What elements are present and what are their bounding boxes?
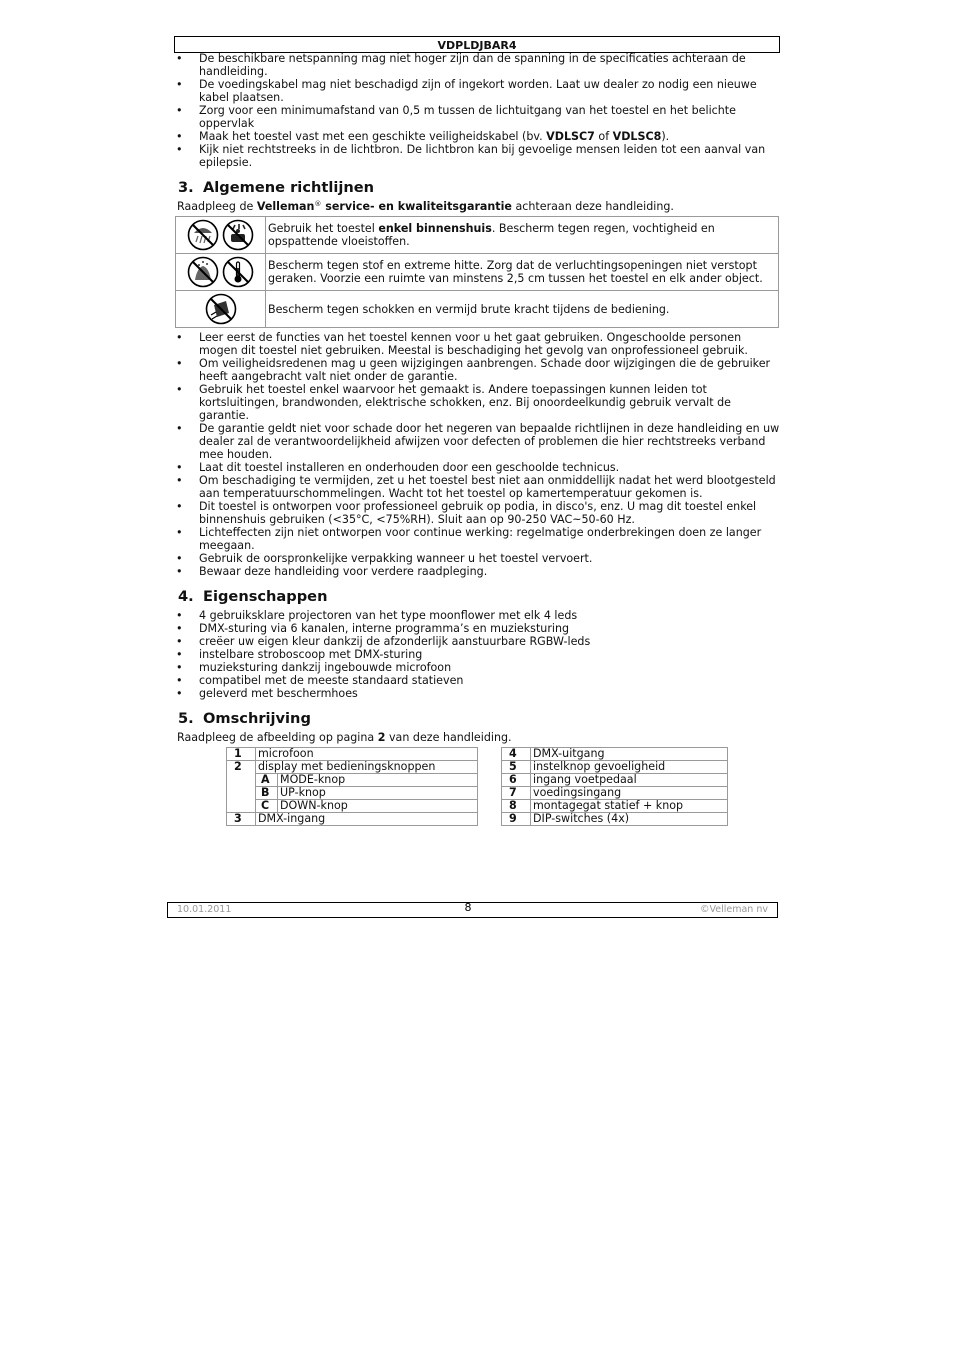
section-heading: 5. Omschrijving — [178, 710, 311, 727]
list-item: • Gebruik het toestel enkel waarvoor het gemaakt is. Andere toepassingen kunnen leiden tot kortsluitingen, brandwonden, elektrische schokken, enz. Bij onoordeelkundig gebruik vervalt de garantie. — [176, 383, 780, 422]
section-intro: Raadpleeg de afbeelding op pagina 2 van deze handleiding. — [177, 731, 512, 744]
list-item: • De garantie geldt niet voor schade door het negeren van bepaalde richtlijnen in deze handleiding en uw dealer zal de verantwoordelijkheid afwijzen voor defecten of problemen die hier rechtstreeks verband mee houden. — [176, 422, 780, 461]
list-item: • Zorg voor een minimumafstand van 0,5 m tussen de lichtuitgang van het toestel en het belichte oppervlak — [176, 104, 780, 130]
table-row: 5 instelknop gevoeligheid — [502, 761, 728, 774]
table-row — [176, 291, 779, 328]
warning-text: Gebruik het toestel enkel binnenshuis. Bescherm tegen regen, vochtigheid en opspattende vloeistoffen. — [266, 217, 779, 254]
table-row: 2 display met bedieningsknoppen — [227, 761, 478, 774]
footer-copyright: ©Velleman nv — [700, 904, 768, 915]
list-item: • De beschikbare netspanning mag niet hoger zijn dan de spanning in de specificaties achteraan de handleiding. — [176, 52, 780, 78]
no-heat-icon — [222, 256, 254, 288]
list-item: • Om veiligheidsredenen mag u geen wijzigingen aanbrengen. Schade door wijzigingen die de gebruiker heeft aangebracht valt niet onder de garantie. — [176, 357, 780, 383]
warning-text: Bescherm tegen stof en extreme hitte. Zorg dat de verluchtingsopeningen niet verstopt geraken. Voorzie een ruimte van minstens 2,5 cm tussen het toestel en elk ander object. — [266, 254, 779, 291]
product-code: VDLSC8 — [612, 130, 662, 143]
product-code: VDLSC7 — [546, 130, 595, 143]
features-list — [176, 609, 780, 700]
table-row: C DOWN-knop — [227, 800, 478, 813]
parts-description — [176, 747, 780, 837]
table-row: 6 ingang voetpedaal — [502, 774, 728, 787]
section-heading: 4. Eigenschappen — [178, 588, 328, 605]
list-item: • De voedingskabel mag niet beschadigd zijn of ingekort worden. Laat uw dealer zo nodig een nieuwe kabel plaatsen. — [176, 78, 780, 104]
page-number: 8 — [464, 901, 472, 914]
list-item: • Gebruik de oorspronkelijke verpakking wanneer u het toestel vervoert. — [176, 552, 780, 565]
no-splash-icon — [222, 219, 254, 251]
warning-text: Bescherm tegen schokken en vermijd brute kracht tijdens de bediening. — [266, 291, 779, 328]
list-item: • instelbare stroboscoop met DMX-sturing — [176, 648, 780, 661]
table-row: A MODE-knop — [227, 774, 478, 787]
table-row — [176, 217, 779, 254]
footer-date: 10.01.2011 — [177, 904, 232, 915]
page-footer — [167, 902, 778, 918]
model-number: VDPLDJBAR4 — [437, 39, 517, 52]
table-row: 7 voedingsingang — [502, 787, 728, 800]
list-item: • compatibel met de meeste standaard statieven — [176, 674, 780, 687]
section-heading: 3. Algemene richtlijnen — [178, 179, 375, 196]
list-item: • muzieksturing dankzij ingebouwde microfoon — [176, 661, 780, 674]
table-row — [176, 254, 779, 291]
list-item: • Leer eerst de functies van het toestel kennen voor u het gaat gebruiken. Ongeschoolde personen mogen dit toestel niet gebruiken. Meestal is beschadiging het gevolg van onprofessioneel gebruik. — [176, 331, 780, 357]
table-row: B UP-knop — [227, 787, 478, 800]
table-row: 4 DMX-uitgang — [502, 748, 728, 761]
list-item: • Lichteffecten zijn niet ontworpen voor continue werking: regelmatige onderbrekingen doen ze langer meegaan. — [176, 526, 780, 552]
table-row: 8 montagegat statief + knop — [502, 800, 728, 813]
list-item: • geleverd met beschermhoes — [176, 687, 780, 700]
page-content — [176, 52, 780, 837]
list-item: • Bewaar deze handleiding voor verdere raadpleging. — [176, 565, 780, 578]
list-item: • Maak het toestel vast met een geschikte veiligheidskabel (bv. VDLSC7 of VDLSC8). — [176, 130, 780, 143]
list-item: • Om beschadiging te vermijden, zet u het toestel best niet aan onmiddellijk nadat het werd blootgesteld aan temperatuurschommelingen. Wacht tot het toestel op kamertemperatuur gekomen is. — [176, 474, 780, 500]
guidelines-list — [176, 331, 780, 578]
warning-table — [175, 216, 779, 328]
list-item: • 4 gebruiksklare projectoren van het type moonflower met elk 4 leds — [176, 609, 780, 622]
safety-list-top — [176, 52, 780, 169]
table-row: 1 microfoon — [227, 748, 478, 761]
list-item: • Laat dit toestel installeren en onderhouden door een geschoolde technicus. — [176, 461, 780, 474]
no-shock-icon — [205, 293, 237, 325]
list-item: • creëer uw eigen kleur dankzij de afzonderlijk aanstuurbare RGBW-leds — [176, 635, 780, 648]
no-dust-icon — [187, 256, 219, 288]
page-header — [174, 36, 780, 53]
no-rain-icon — [187, 219, 219, 251]
section-intro: Raadpleeg de Velleman® service- en kwaliteitsgarantie achteraan deze handleiding. — [177, 200, 674, 213]
table-row: 9 DIP-switches (4x) — [502, 813, 728, 826]
list-item: • Dit toestel is ontworpen voor professioneel gebruik op podia, in disco's, enz. U mag dit toestel enkel binnenshuis gebruiken (<35°C, <75%RH). Sluit aan op 90-250 VAC~50-60 Hz. — [176, 500, 780, 526]
parts-table-right — [501, 747, 728, 826]
table-row: 3 DMX-ingang — [227, 813, 478, 826]
list-item: • Kijk niet rechtstreeks in de lichtbron. De lichtbron kan bij gevoelige mensen leiden tot een aanval van epilepsie. — [176, 143, 780, 169]
list-item: • DMX-sturing via 6 kanalen, interne programma’s en muzieksturing — [176, 622, 780, 635]
parts-table-left — [226, 747, 478, 826]
